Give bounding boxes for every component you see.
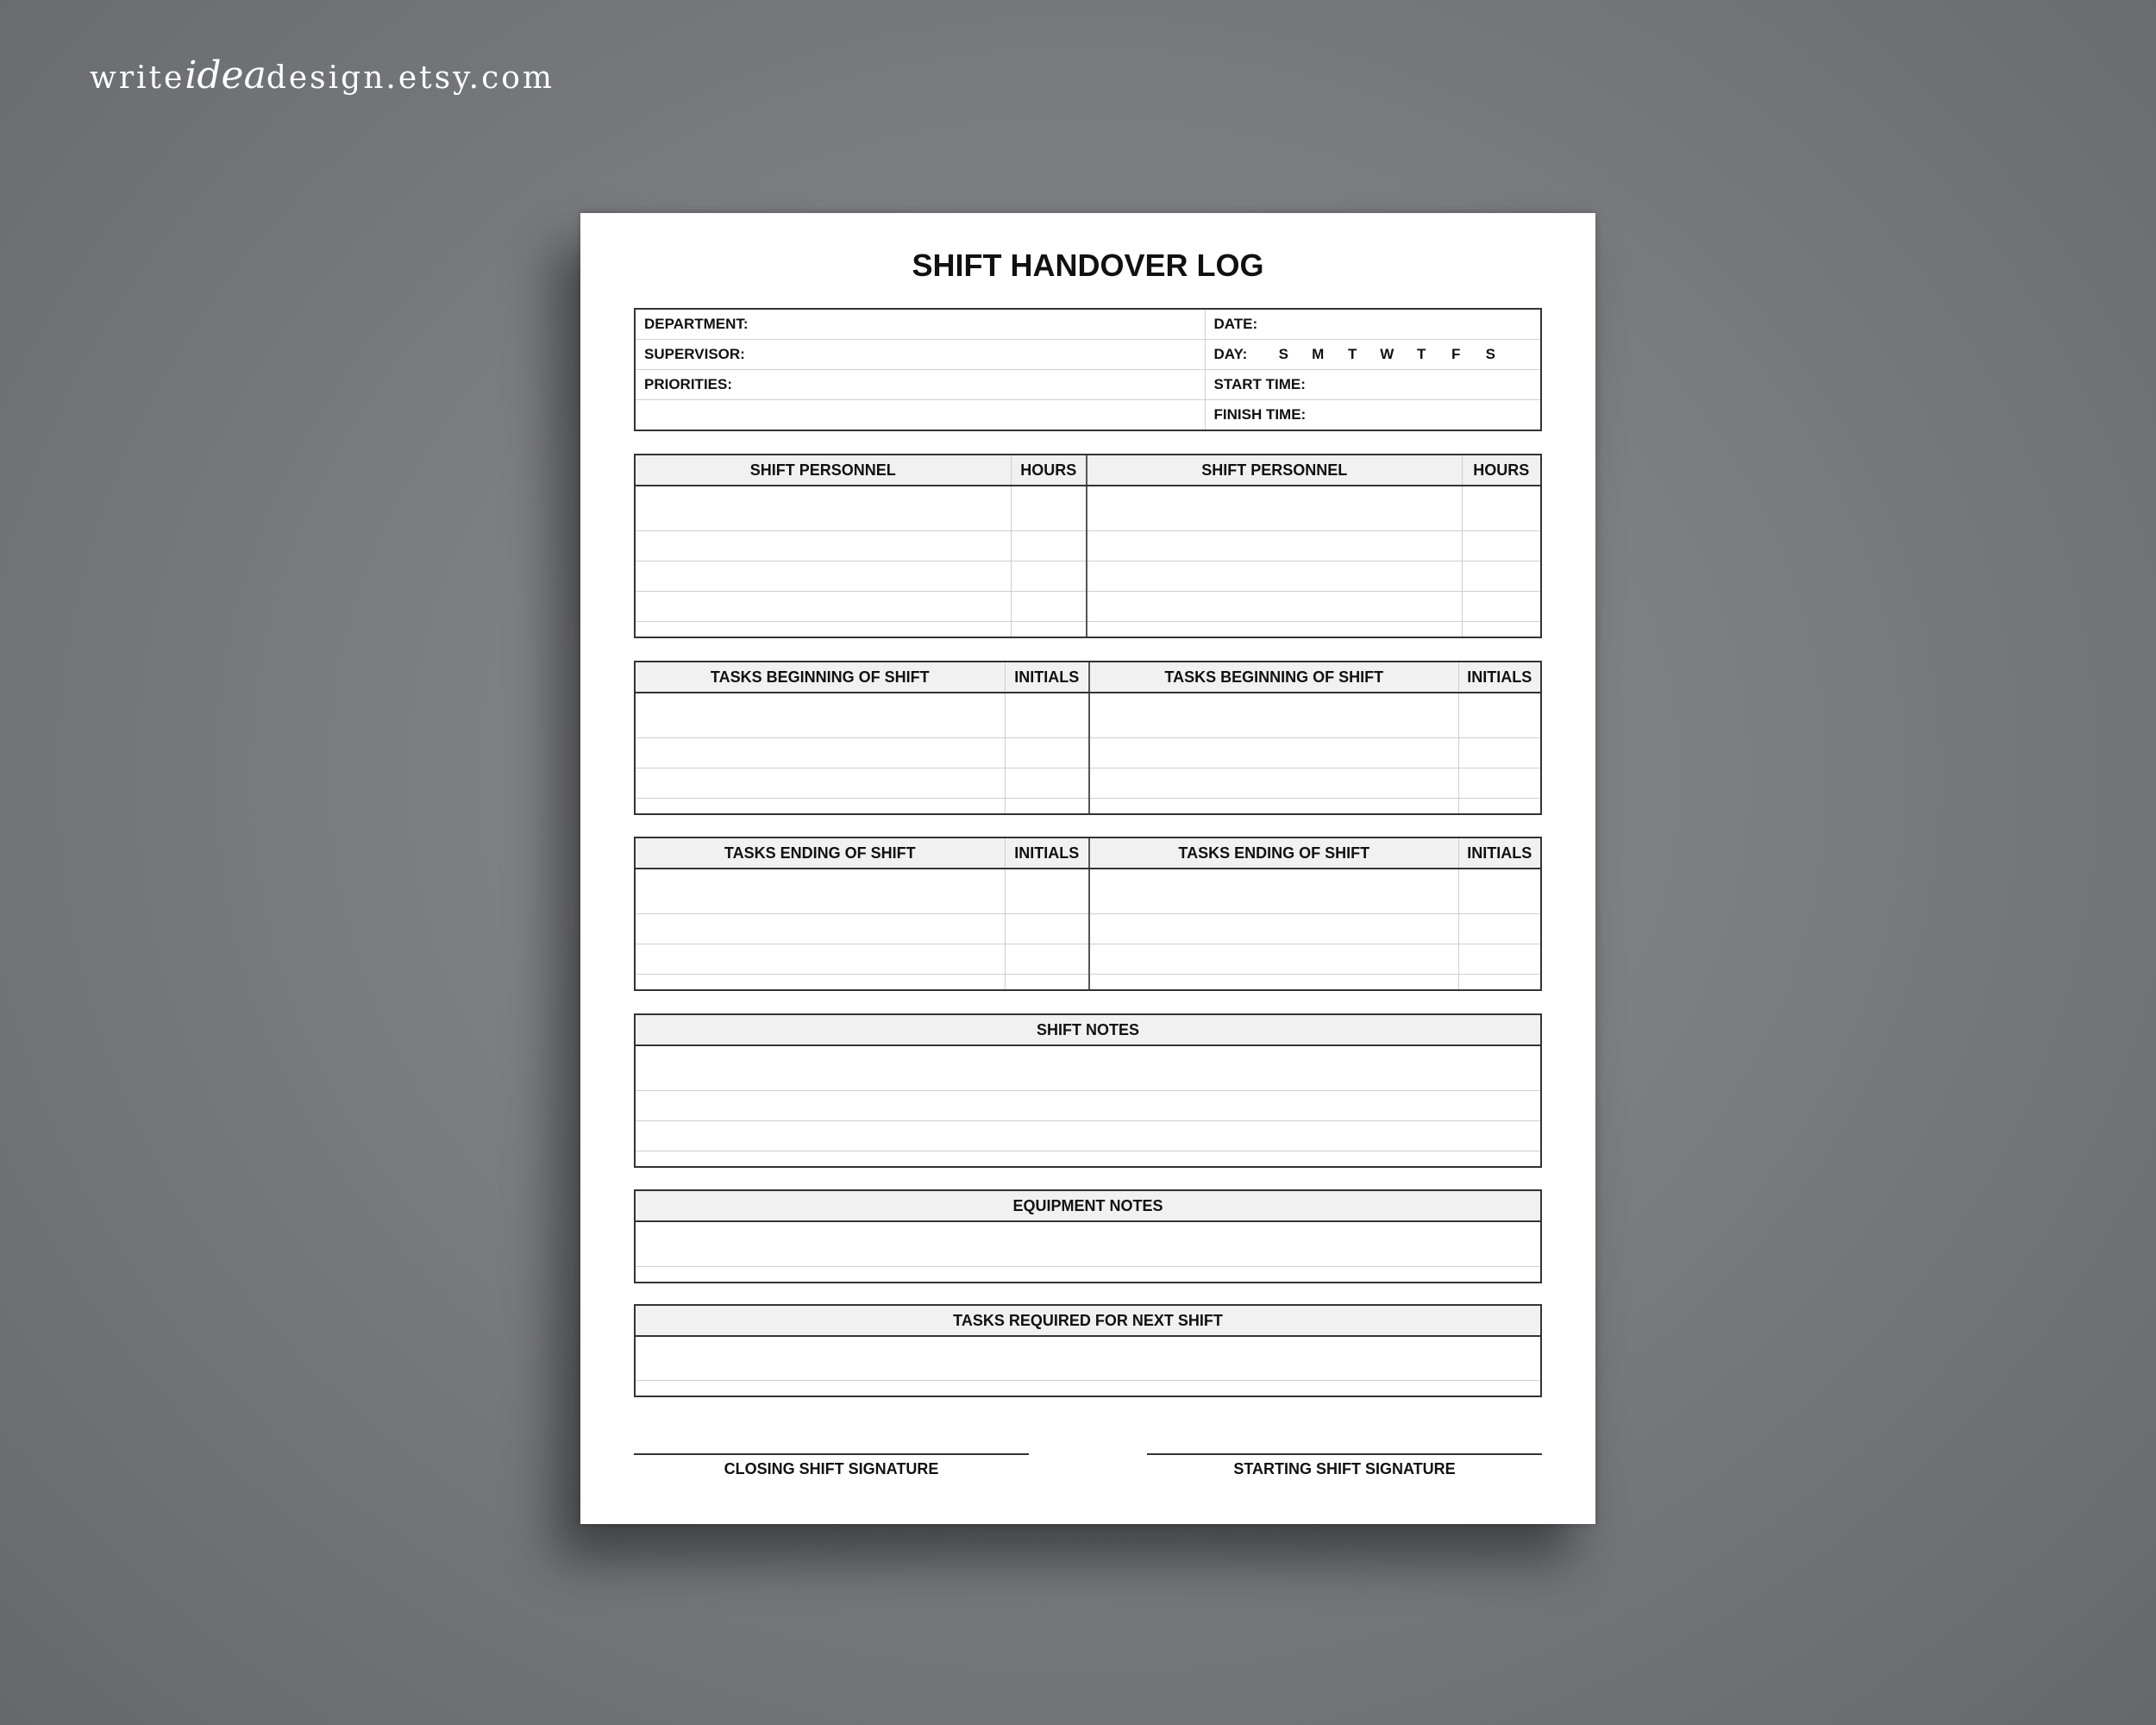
table-cell[interactable] [1087,592,1462,622]
closing-signature-line[interactable] [634,1453,1029,1478]
table-cell[interactable] [1089,693,1458,738]
table-cell[interactable] [636,944,1005,975]
table-cell[interactable] [1462,486,1540,531]
table-row [636,1267,1540,1283]
next-shift-table [634,1304,1542,1397]
col-header: TASKS BEGINNING OF SHIFT [1089,662,1458,693]
col-header: HOURS [1462,455,1540,486]
table-cell[interactable] [1458,914,1540,944]
table-cell[interactable] [636,768,1005,799]
table-row [636,622,1540,637]
table-cell[interactable] [1458,869,1540,914]
table-cell[interactable] [636,914,1005,944]
section-header: TASKS REQUIRED FOR NEXT SHIFT [636,1306,1540,1336]
table-cell[interactable] [636,799,1005,814]
form-sheet [580,213,1595,1524]
closing-signature-label: CLOSING SHIFT SIGNATURE [724,1460,939,1477]
table-cell[interactable] [1005,914,1089,944]
table-cell[interactable] [636,738,1005,768]
table-cell[interactable] [636,975,1005,990]
notes-line[interactable] [636,1151,1540,1167]
watermark-pre: write [90,60,185,96]
table-cell[interactable] [1462,531,1540,561]
table-cell[interactable] [1011,561,1087,592]
col-header: INITIALS [1005,838,1089,869]
table-cell[interactable] [636,869,1005,914]
table-row [636,1221,1540,1267]
day-option[interactable]: S [1485,345,1495,362]
table-cell[interactable] [1089,768,1458,799]
watermark-accent: idea [185,53,266,97]
table-cell[interactable] [1011,486,1087,531]
table-cell[interactable] [1087,622,1462,637]
day-option[interactable]: W [1380,345,1395,362]
notes-line[interactable] [636,1336,1540,1381]
table-cell[interactable] [1458,975,1540,990]
starting-signature-label: STARTING SHIFT SIGNATURE [1233,1460,1456,1477]
table-row [636,561,1540,592]
date-label[interactable]: DATE: [1205,310,1540,339]
table-cell[interactable] [1089,914,1458,944]
table-cell[interactable] [1011,592,1087,622]
table-cell[interactable] [1458,768,1540,799]
table-row [636,1336,1540,1381]
table-row [636,486,1540,531]
notes-line[interactable] [636,1381,1540,1396]
table-cell[interactable] [1462,561,1540,592]
table-row [636,768,1540,799]
equipment-notes-table [634,1189,1542,1283]
table-cell[interactable] [1458,944,1540,975]
table-cell[interactable] [1462,622,1540,637]
table-row [636,799,1540,814]
table-cell[interactable] [1011,622,1087,637]
table-cell[interactable] [1005,768,1089,799]
info-block [634,308,1542,431]
col-header: INITIALS [1458,838,1540,869]
table-cell[interactable] [1089,944,1458,975]
table-cell[interactable] [1089,869,1458,914]
section-header: SHIFT NOTES [636,1015,1540,1045]
table-cell[interactable] [636,592,1011,622]
notes-line[interactable] [636,1045,1540,1091]
priorities-label[interactable]: PRIORITIES: [636,369,1205,399]
col-header: INITIALS [1458,662,1540,693]
table-cell[interactable] [1005,944,1089,975]
table-cell[interactable] [1462,592,1540,622]
table-cell[interactable] [636,693,1005,738]
table-cell[interactable] [1087,486,1462,531]
shift-notes-table [634,1013,1542,1168]
table-row [636,1091,1540,1121]
table-cell[interactable] [1458,693,1540,738]
col-header: TASKS ENDING OF SHIFT [636,838,1005,869]
table-cell[interactable] [636,622,1011,637]
table-cell[interactable] [1458,738,1540,768]
table-row [636,1121,1540,1151]
day-option[interactable]: T [1417,345,1426,362]
day-selector[interactable] [1205,339,1540,369]
day-option[interactable]: T [1348,345,1357,362]
table-cell[interactable] [1011,531,1087,561]
notes-line[interactable] [636,1091,1540,1121]
finish-time-label[interactable]: FINISH TIME: [1205,400,1540,430]
table-cell[interactable] [1087,531,1462,561]
department-label[interactable]: DEPARTMENT: [644,315,749,332]
day-option[interactable]: S [1278,345,1288,362]
col-header: TASKS BEGINNING OF SHIFT [636,662,1005,693]
table-cell[interactable] [636,486,1011,531]
table-cell[interactable] [1005,869,1089,914]
col-header: TASKS ENDING OF SHIFT [1089,838,1458,869]
col-header: SHIFT PERSONNEL [1087,455,1462,486]
day-option[interactable]: F [1451,345,1461,362]
starting-signature-line[interactable] [1147,1453,1542,1478]
priorities-field[interactable] [636,400,1205,430]
watermark-post: design.etsy.com [266,60,555,96]
notes-line[interactable] [636,1121,1540,1151]
watermark-logo [90,53,555,97]
tasks-beginning-table [634,661,1542,815]
table-cell[interactable] [1005,693,1089,738]
notes-line[interactable] [636,1221,1540,1267]
col-header: SHIFT PERSONNEL [636,455,1011,486]
table-cell[interactable] [636,561,1011,592]
table-row [636,1151,1540,1167]
table-row [636,531,1540,561]
table-cell[interactable] [1458,799,1540,814]
table-cell[interactable] [1087,561,1462,592]
supervisor-label[interactable]: SUPERVISOR: [636,339,1205,369]
table-cell[interactable] [1089,738,1458,768]
col-header: INITIALS [1005,662,1089,693]
notes-line[interactable] [636,1267,1540,1283]
tasks-ending-table [634,837,1542,991]
table-row [636,738,1540,768]
table-row [636,869,1540,914]
table-row [636,914,1540,944]
personnel-table [634,454,1542,638]
table-row [636,1045,1540,1091]
table-cell[interactable] [1089,799,1458,814]
col-header: HOURS [1011,455,1087,486]
table-cell[interactable] [1005,799,1089,814]
table-row [636,1381,1540,1396]
table-row [636,592,1540,622]
table-row [636,693,1540,738]
table-row [636,975,1540,990]
table-cell[interactable] [636,531,1011,561]
day-label: DAY: [1213,345,1248,362]
table-cell[interactable] [1005,975,1089,990]
table-cell[interactable] [1005,738,1089,768]
day-option[interactable]: M [1312,345,1325,362]
table-row [636,944,1540,975]
table-cell[interactable] [1089,975,1458,990]
form-title: SHIFT HANDOVER LOG [912,248,1264,283]
start-time-label[interactable]: START TIME: [1205,369,1540,399]
section-header: EQUIPMENT NOTES [636,1191,1540,1221]
